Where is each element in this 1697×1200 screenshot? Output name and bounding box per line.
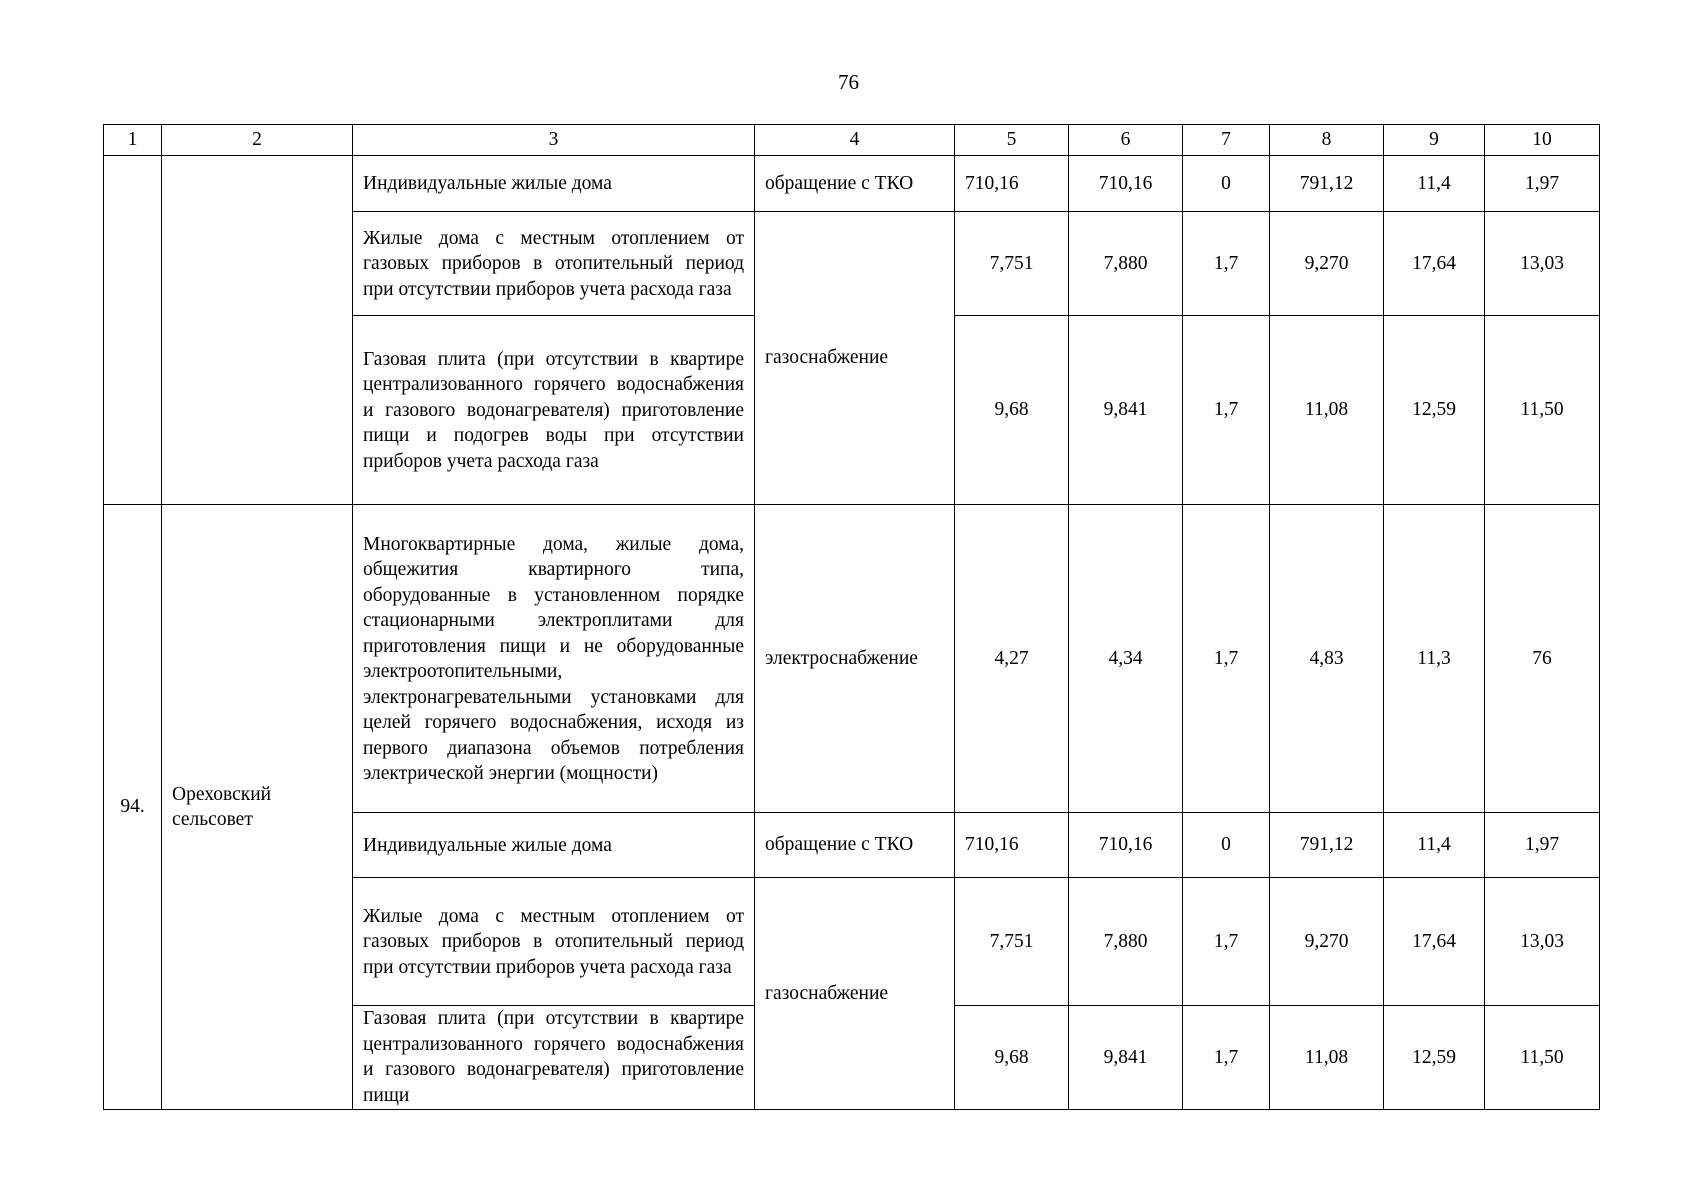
- value-cell: 17,64: [1384, 878, 1485, 1006]
- service-cell: обращение с ТКО: [755, 156, 955, 212]
- table-row: [104, 505, 1600, 813]
- value-cell: 710,16: [1069, 156, 1183, 212]
- value-cell: 9,841: [1069, 316, 1183, 505]
- tariff-table: [103, 124, 1600, 1110]
- value-cell: 13,03: [1485, 878, 1600, 1006]
- column-header: 3: [353, 125, 755, 156]
- value-cell: 12,59: [1384, 316, 1485, 505]
- service-cell: газоснабжение: [755, 878, 955, 1110]
- column-header: 1: [104, 125, 162, 156]
- value-cell: 9,68: [955, 316, 1069, 505]
- page-number: 76: [838, 70, 859, 94]
- value-cell: 1,7: [1183, 1006, 1270, 1110]
- value-cell: 4,83: [1270, 505, 1384, 813]
- column-header: 4: [755, 125, 955, 156]
- row-index: 94.: [104, 505, 162, 1110]
- value-cell: 11,4: [1384, 813, 1485, 878]
- column-header: 2: [162, 125, 353, 156]
- value-cell: 11,50: [1485, 316, 1600, 505]
- value-cell: 791,12: [1270, 813, 1384, 878]
- value-cell: 13,03: [1485, 212, 1600, 316]
- column-header: 9: [1384, 125, 1485, 156]
- category-cell: Многоквартирные дома, жилые дома, общежития квартирного типа, оборудованные в установленном порядке стационарными электроплитами для приготовления пищи и не оборудованные электроотопительными, электронагревательными установками для целей горячего водоснабжения, исходя из первого диапазона объемов потребления электрической энергии (мощности): [353, 505, 755, 813]
- value-cell: 1,7: [1183, 316, 1270, 505]
- category-cell: Газовая плита (при отсутствии в квартире централизованного горячего водоснабжения и газового водонагревателя) приготовление пищи и подогрев воды при отсутствии приборов учета расхода газа: [353, 316, 755, 505]
- value-cell: 9,841: [1069, 1006, 1183, 1110]
- value-cell: 0: [1183, 813, 1270, 878]
- value-cell: 1,7: [1183, 505, 1270, 813]
- value-cell: 9,68: [955, 1006, 1069, 1110]
- service-cell: газоснабжение: [755, 212, 955, 505]
- category-cell: Индивидуальные жилые дома: [353, 156, 755, 212]
- municipality-name: Ореховский сельсовет: [162, 505, 353, 1110]
- value-cell: 710,16: [1069, 813, 1183, 878]
- column-header: 10: [1485, 125, 1600, 156]
- value-cell: 1,7: [1183, 212, 1270, 316]
- category-cell: [353, 1006, 755, 1110]
- value-cell: 7,880: [1069, 878, 1183, 1006]
- value-cell: 791,12: [1270, 156, 1384, 212]
- category-text: Газовая плита (при отсутствии в квартире централизованного горячего водоснабжения и газового водонагревателя) приготовление пищи: [363, 1008, 744, 1106]
- service-cell: электроснабжение: [755, 505, 955, 813]
- value-cell: 11,08: [1270, 1006, 1384, 1110]
- value-cell: 1,7: [1183, 878, 1270, 1006]
- value-cell: 710,16: [955, 156, 1069, 212]
- category-cell: Жилые дома с местным отоплением от газовых приборов в отопительный период при отсутствии приборов учета расхода газа: [353, 212, 755, 316]
- value-cell: 0: [1183, 156, 1270, 212]
- value-cell: 7,880: [1069, 212, 1183, 316]
- value-cell: 1,97: [1485, 156, 1600, 212]
- index-cell-empty: [104, 156, 162, 505]
- value-cell: 9,270: [1270, 212, 1384, 316]
- value-cell: 12,59: [1384, 1006, 1485, 1110]
- column-header: 6: [1069, 125, 1183, 156]
- value-cell: 11,4: [1384, 156, 1485, 212]
- value-cell: 9,270: [1270, 878, 1384, 1006]
- value-cell: 7,751: [955, 212, 1069, 316]
- category-cell: Индивидуальные жилые дома: [353, 813, 755, 878]
- value-cell: 11,08: [1270, 316, 1384, 505]
- municipality-cell-empty: [162, 156, 353, 505]
- column-header: 5: [955, 125, 1069, 156]
- table-row: [104, 156, 1600, 212]
- value-cell: 4,34: [1069, 505, 1183, 813]
- value-cell: 17,64: [1384, 212, 1485, 316]
- header-row: [104, 125, 1600, 156]
- value-cell: 710,16: [955, 813, 1069, 878]
- value-cell: 76: [1485, 505, 1600, 813]
- value-cell: 11,3: [1384, 505, 1485, 813]
- value-cell: 11,50: [1485, 1006, 1600, 1110]
- column-header: 8: [1270, 125, 1384, 156]
- value-cell: 7,751: [955, 878, 1069, 1006]
- category-cell: Жилые дома с местным отоплением от газовых приборов в отопительный период при отсутствии приборов учета расхода газа: [353, 878, 755, 1006]
- value-cell: 4,27: [955, 505, 1069, 813]
- service-cell: обращение с ТКО: [755, 813, 955, 878]
- value-cell: 1,97: [1485, 813, 1600, 878]
- column-header: 7: [1183, 125, 1270, 156]
